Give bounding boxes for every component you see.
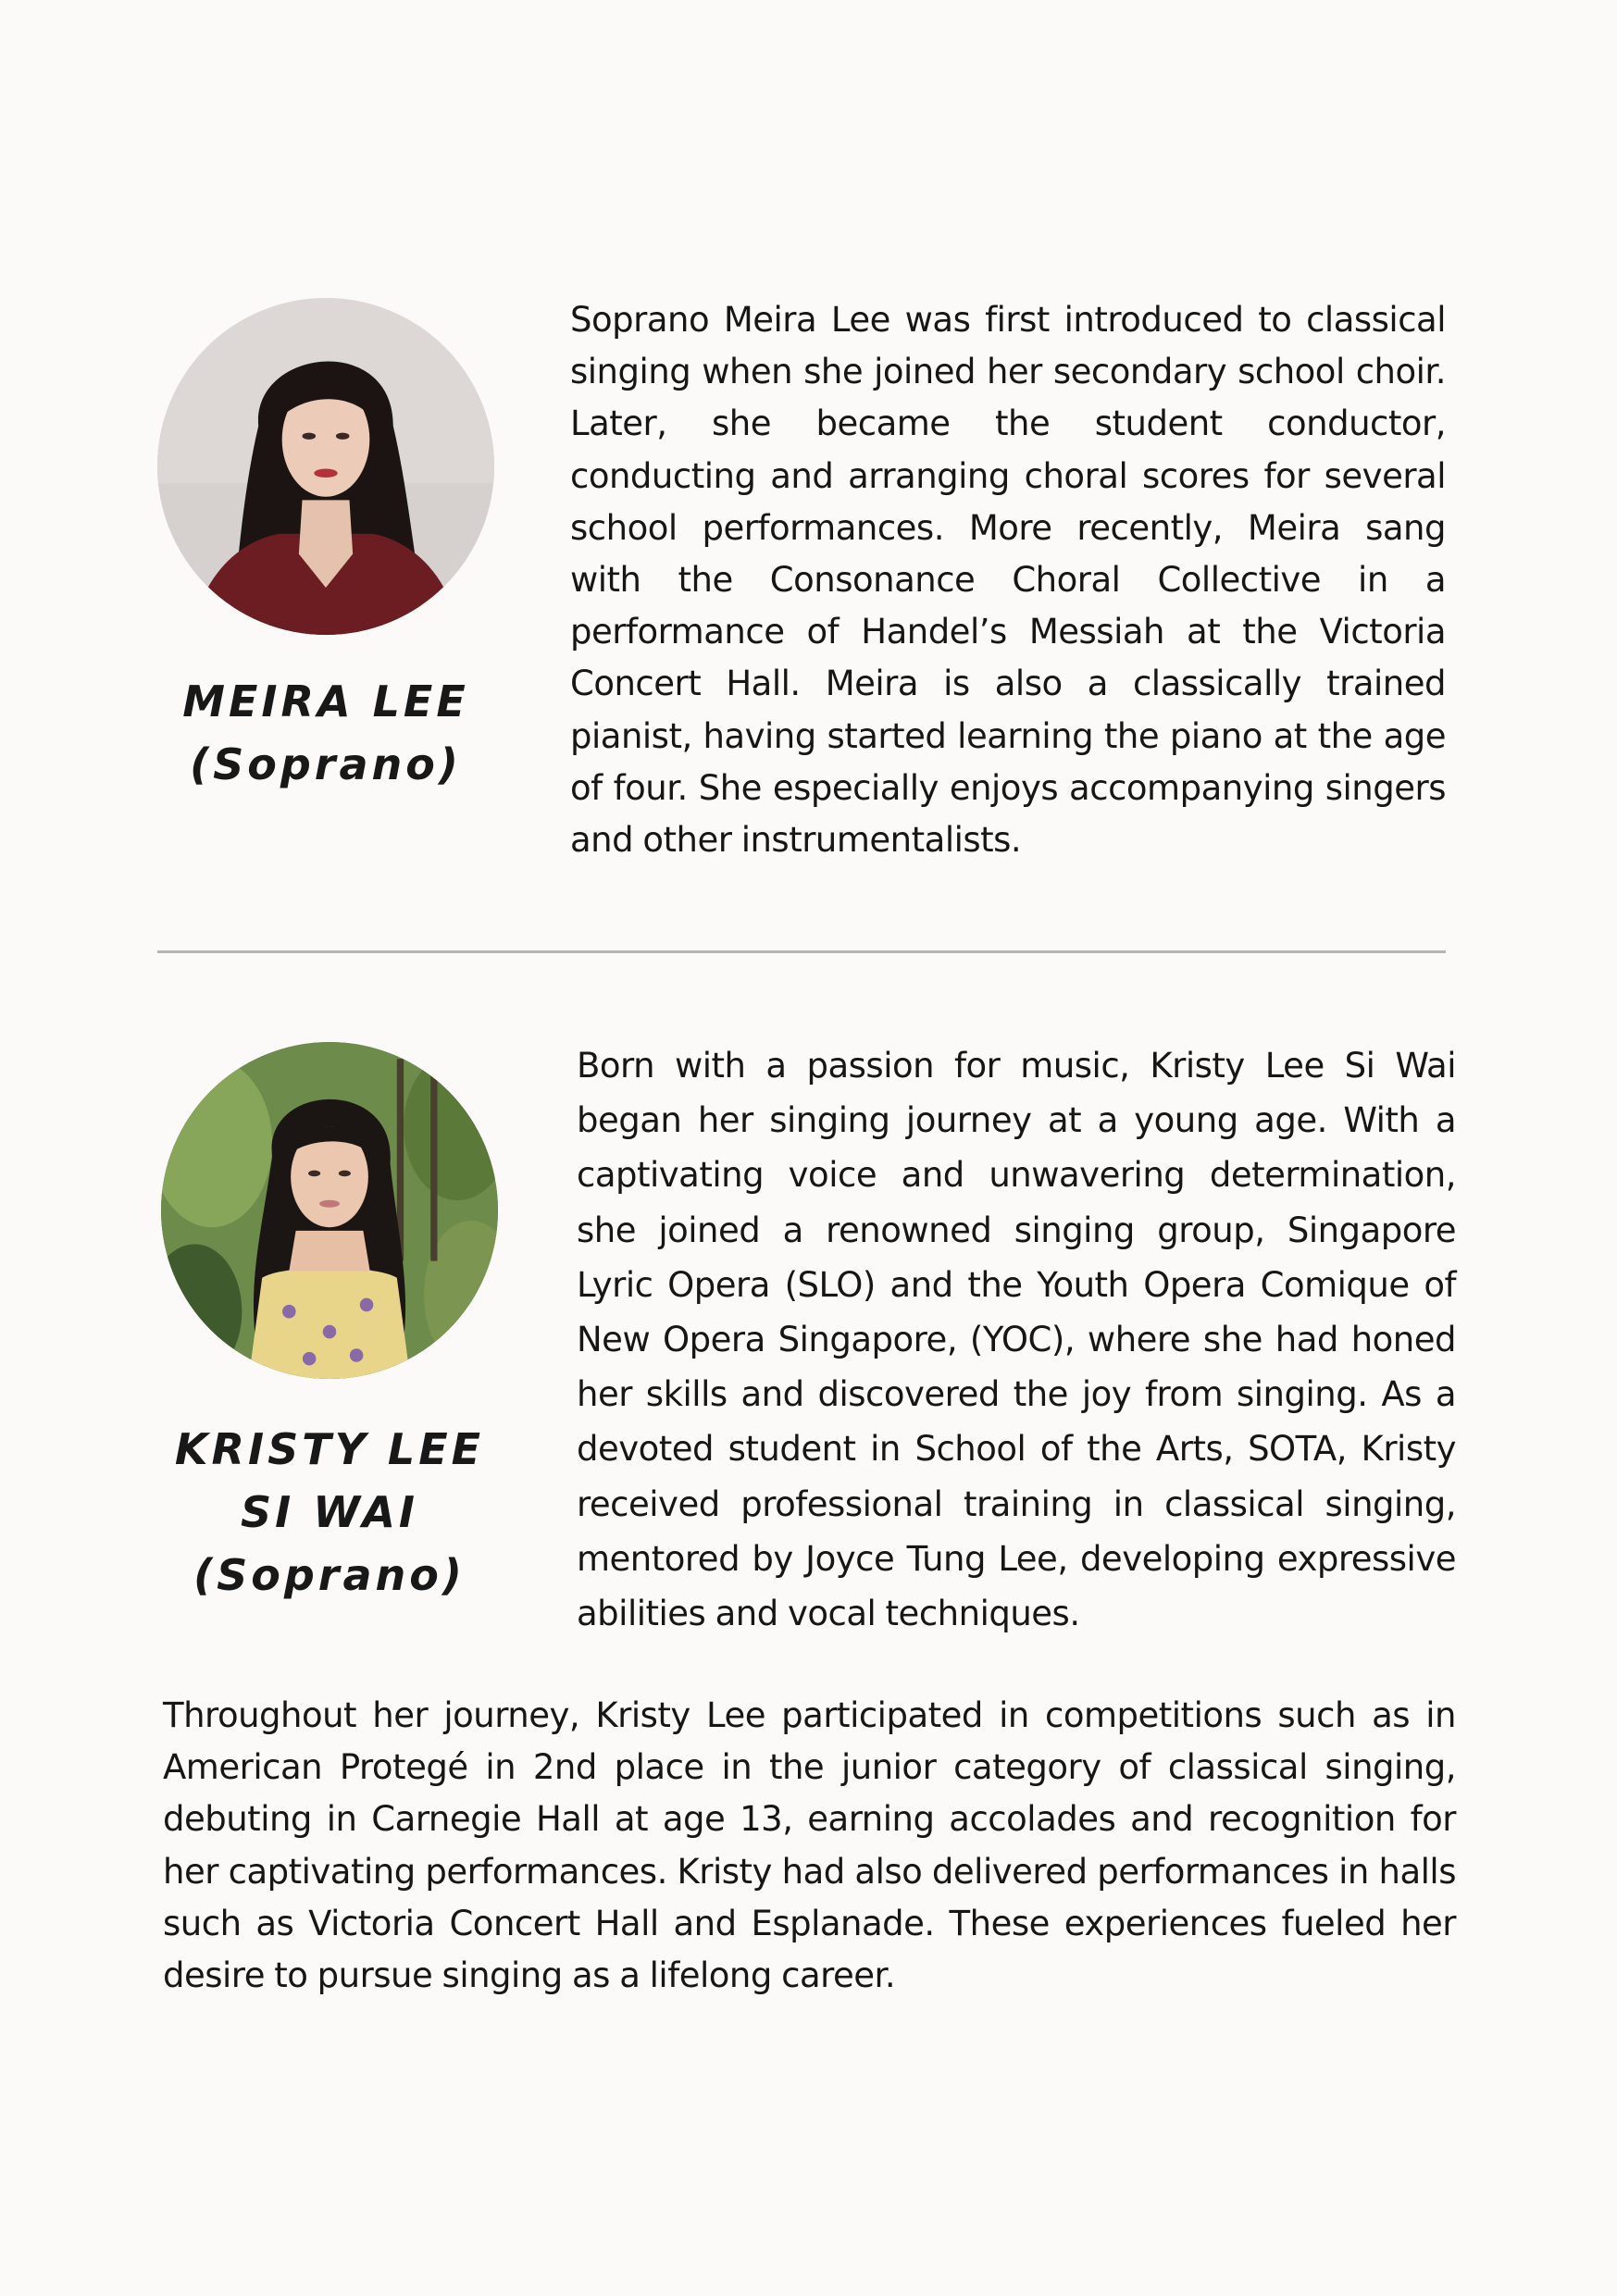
portrait-photo-icon	[157, 298, 494, 635]
bio-paragraph: Born with a passion for music, Kristy Lee Si Wai began her singing journey at a young age. With a captivating voice and unwavering determination, she joined a renowned singing group, Singapore Lyric Opera (SLO) and the Youth Opera Comique of New Opera Singapore, (YOC), where she had honed her skills and discovered the joy from singing. As a devoted student in School of the Arts, SOTA, Kristy received professional training in classical singing, mentored by Joyce Tung Lee, developing expressive abilities and vocal techniques.	[577, 1046, 1456, 1634]
meira-lee-bio	[570, 294, 1446, 866]
bio-paragraph: Soprano Meira Lee was first introduced to classical singing when she joined her secondary school choir. Later, she became the student conductor, conducting and arranging choral scores for several school performances. More recently, Meira sang with the Consonance Choral Collective in a performance of Handel’s Messiah at the Victoria Concert Hall. Meira is also a classically trained pianist, having started learning the piano at the age of four. She especially enjoys accompanying singers and other instrumentalists.	[570, 300, 1446, 861]
portrait-photo-icon	[161, 1042, 498, 1379]
name-line: MEIRA LEE	[182, 676, 469, 726]
voice-type: (Soprano)	[193, 1550, 466, 1600]
name-line: SI WAI	[240, 1487, 419, 1537]
voice-type: (Soprano)	[190, 739, 462, 789]
kristy-lee-bio-continued	[163, 1690, 1456, 2002]
kristy-lee-bio	[577, 1038, 1456, 1641]
meira-lee-name	[157, 670, 494, 796]
kristy-lee-name	[161, 1418, 498, 1607]
bio-paragraph: Throughout her journey, Kristy Lee participated in competitions such as in American Protegé in 2nd place in the junior category of classical singing, debuting in Carnegie Hall at age 13, earning accolades and recognition for her captivating performances. Kristy had also delivered performances in halls such as Victoria Concert Hall and Esplanade. These experiences fueled her desire to pursue singing as a lifelong career.	[163, 1695, 1456, 1996]
kristy-lee-photo	[161, 1042, 498, 1379]
section-divider	[157, 950, 1446, 953]
name-line: KRISTY LEE	[174, 1424, 485, 1474]
meira-lee-photo	[157, 298, 494, 635]
